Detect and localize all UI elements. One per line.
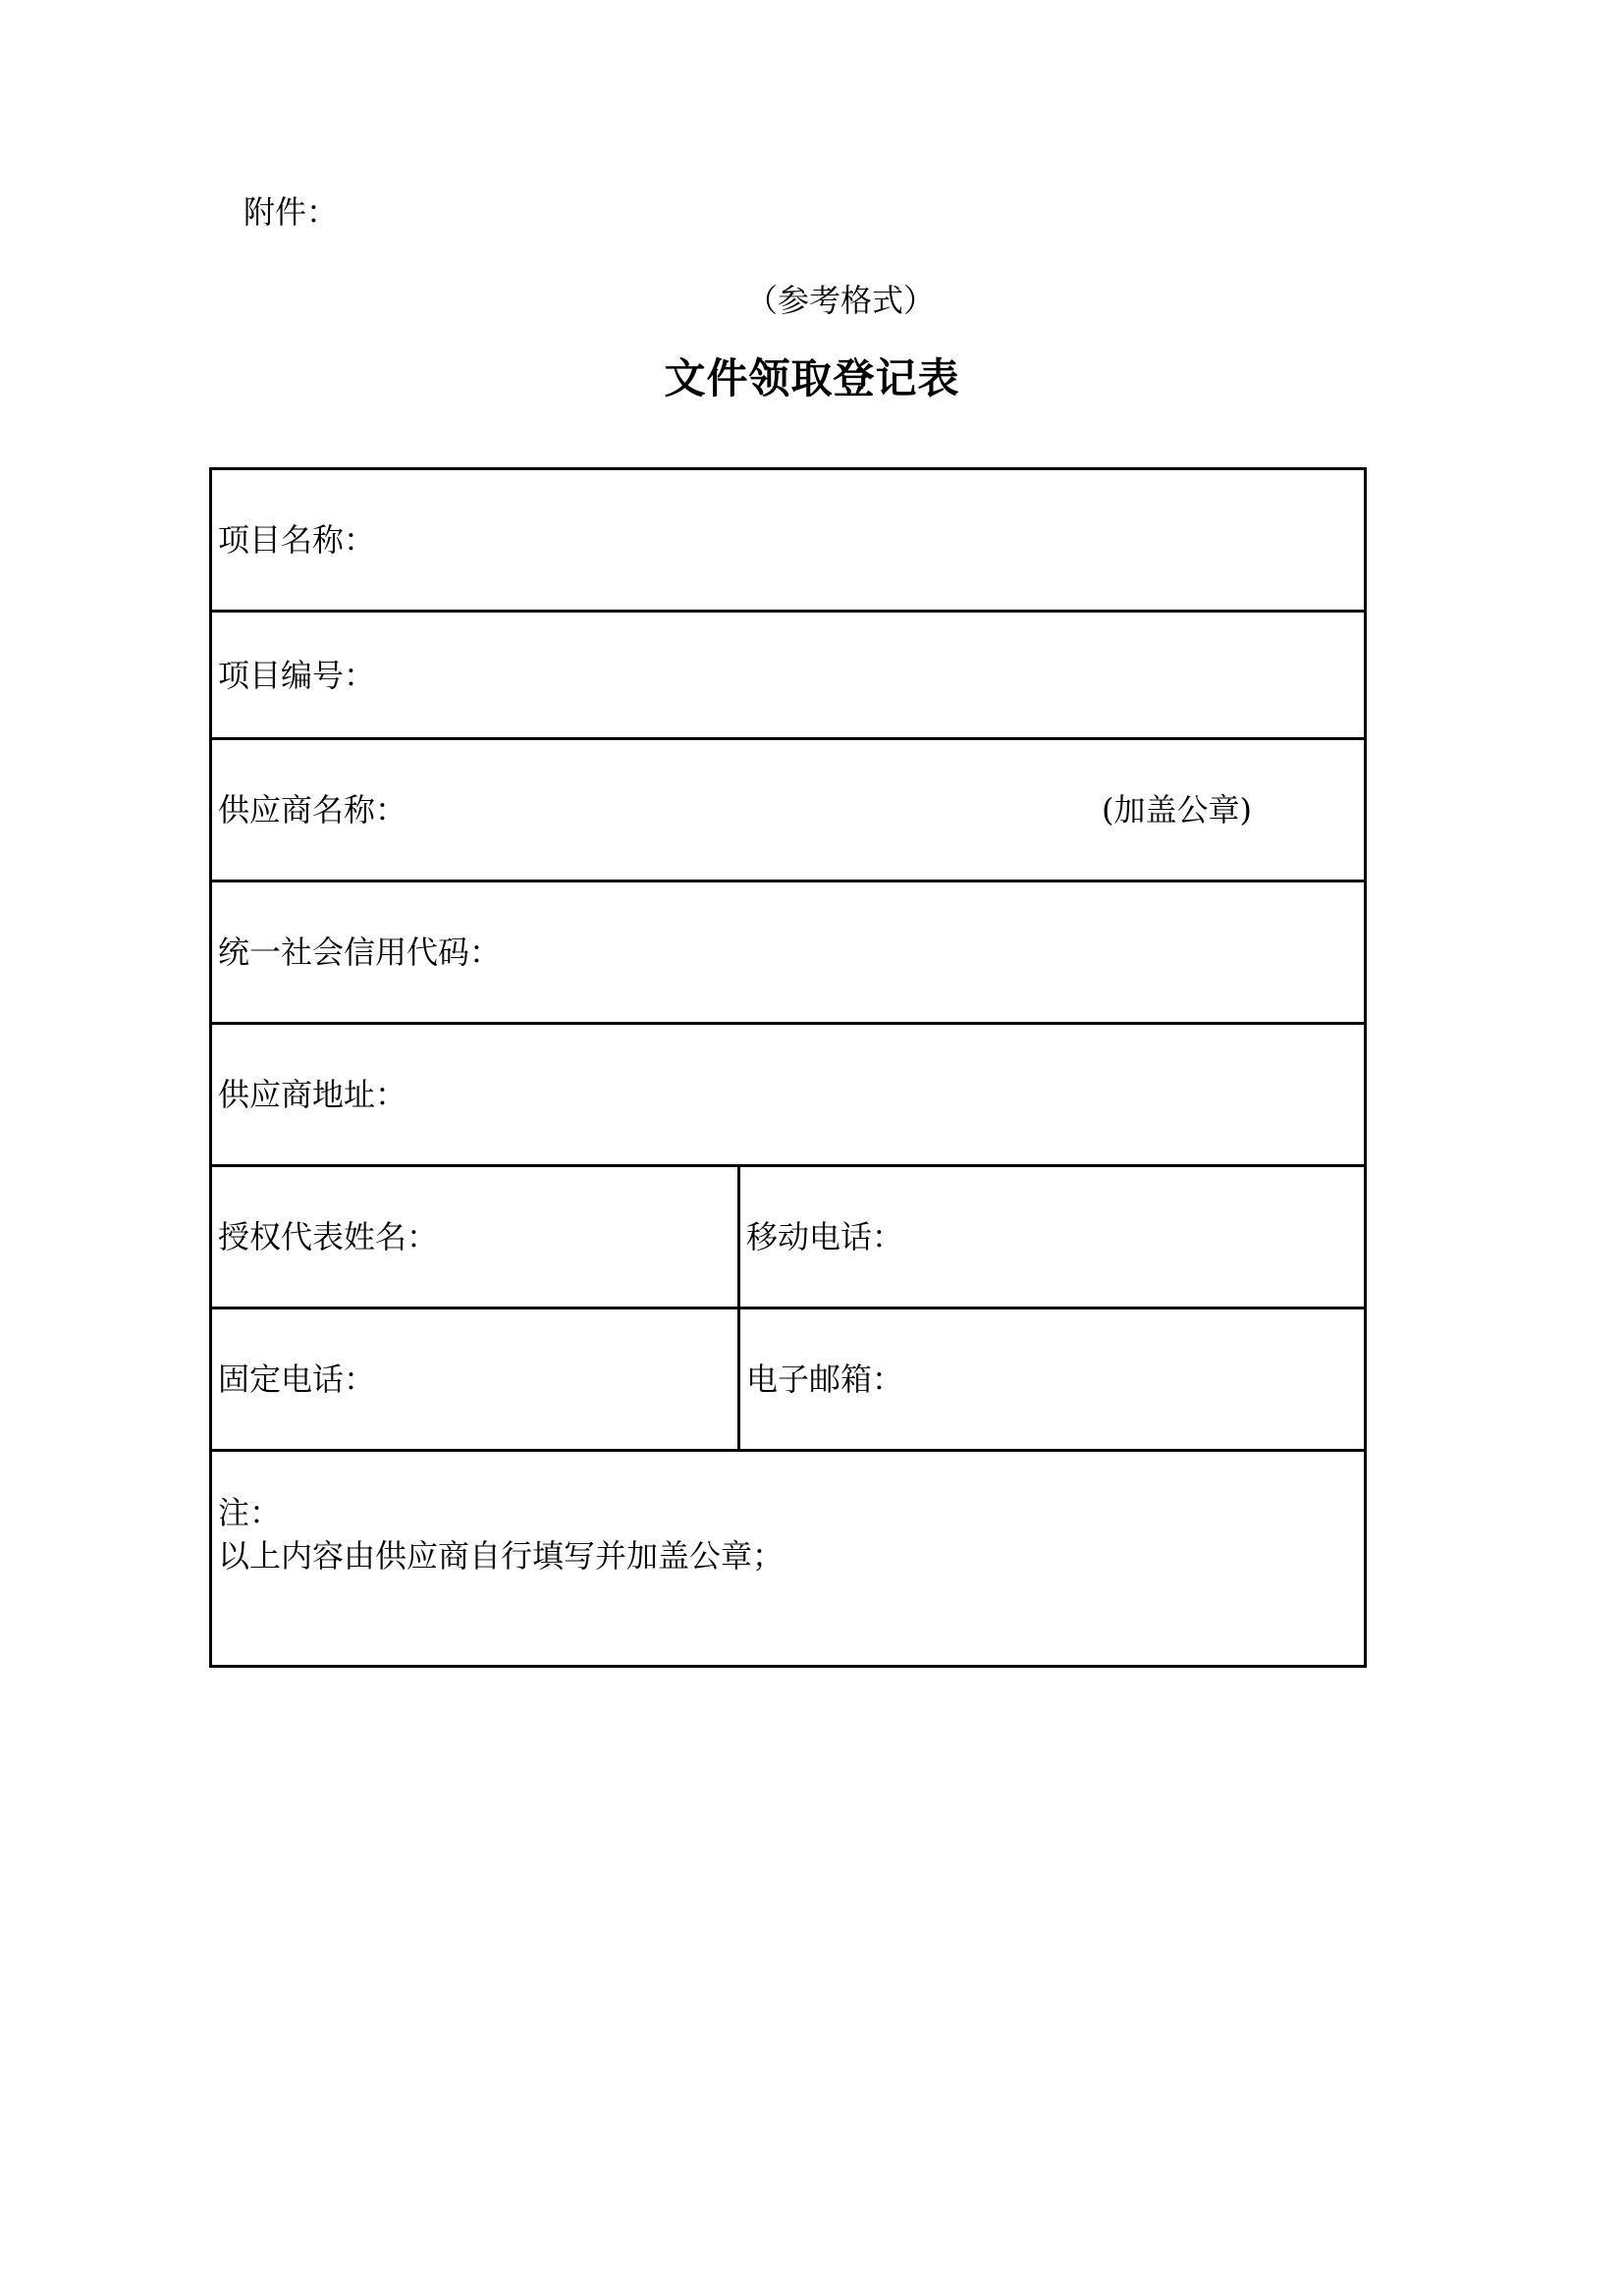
row-contact — [211, 1308, 1366, 1451]
row-representative — [211, 1166, 1366, 1308]
project-name-label: 项目名称： — [218, 521, 376, 559]
note-text: 以上内容由供应商自行填写并加盖公章； — [218, 1537, 785, 1575]
fixed-phone-label: 固定电话： — [218, 1361, 376, 1398]
row-project-number — [211, 612, 1366, 739]
fixed-phone-cell[interactable] — [211, 1308, 739, 1451]
row-credit-code — [211, 881, 1366, 1024]
email-label: 电子邮箱： — [746, 1361, 904, 1398]
project-name-cell[interactable] — [211, 469, 1366, 612]
reference-format-label: （参考格式） — [746, 282, 936, 319]
note-cell — [211, 1451, 1366, 1667]
mobile-phone-cell[interactable] — [739, 1166, 1366, 1308]
email-cell[interactable] — [739, 1308, 1366, 1451]
credit-code-cell[interactable] — [211, 881, 1366, 1024]
seal-note: (加盖公章) — [1102, 791, 1252, 828]
mobile-phone-label: 移动电话： — [746, 1218, 904, 1255]
row-supplier-address — [211, 1024, 1366, 1166]
project-number-label: 项目编号： — [218, 656, 376, 694]
page-title: 文件领取登记表 — [664, 354, 960, 402]
supplier-address-cell[interactable] — [211, 1024, 1366, 1166]
representative-name-label: 授权代表姓名： — [218, 1218, 439, 1255]
attachment-label: 附件： — [244, 193, 339, 231]
row-project-name — [211, 469, 1366, 612]
supplier-address-label: 供应商地址： — [218, 1076, 407, 1113]
supplier-name-label: 供应商名称： — [218, 791, 407, 828]
row-note — [211, 1451, 1366, 1667]
row-supplier-name — [211, 739, 1366, 881]
project-number-cell[interactable] — [211, 612, 1366, 739]
credit-code-label: 统一社会信用代码： — [218, 934, 502, 971]
registration-form-table — [209, 467, 1367, 1668]
representative-name-cell[interactable] — [211, 1166, 739, 1308]
supplier-name-cell[interactable] — [211, 739, 1366, 881]
note-title: 注： — [218, 1494, 282, 1531]
